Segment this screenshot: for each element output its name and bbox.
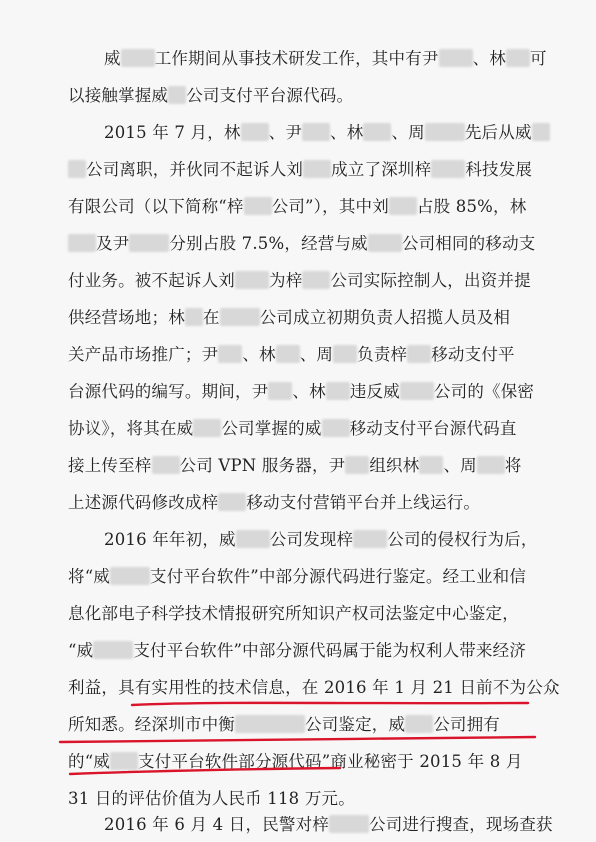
text-fragment: 付业务。被不起诉人刘	[68, 271, 235, 290]
text-fragment: 公司成立初期负责人招揽人员及相	[259, 308, 511, 327]
redaction-block	[353, 530, 387, 548]
redaction-block	[220, 308, 260, 326]
text-line	[68, 789, 538, 809]
text-fragment: 2016 年 6 月 4 日，民警对梓	[104, 815, 330, 834]
text-fragment: 公司掌握的威	[221, 419, 322, 438]
text-fragment: 公司拥有	[433, 715, 501, 734]
text-fragment: 先后从威	[464, 123, 532, 142]
redaction-block	[129, 234, 169, 252]
text-fragment: 、周	[443, 456, 477, 475]
text-fragment: 分别占股 7.5%，经营与威	[169, 234, 368, 253]
text-fragment: 关产品市场推广；尹	[68, 345, 219, 364]
text-fragment: 违反威	[349, 382, 400, 401]
text-fragment: 工作期间从事技术研发工作，其中有尹	[154, 49, 439, 68]
redaction-block	[431, 160, 465, 178]
text-fragment: 公司实际控制人，出资并提	[330, 271, 531, 290]
text-fragment: 公司支付平台源代码。	[186, 86, 354, 105]
text-fragment: “威	[68, 641, 94, 660]
text-fragment: 移动支付营销平台并上线运行。	[246, 493, 481, 512]
text-fragment: 所知悉。经深圳市中衡	[68, 715, 235, 734]
text-line	[104, 815, 553, 835]
text-fragment: 公司离职，并伙同不起诉人刘	[86, 160, 304, 179]
text-fragment: 移动支付平	[431, 345, 515, 364]
redaction-block	[400, 382, 434, 400]
text-fragment: 台源代码的编写。期间，尹	[68, 382, 269, 401]
redaction-block	[389, 197, 417, 215]
text-fragment: 成立了深圳梓	[331, 160, 432, 179]
text-fragment: 接上传至梓	[68, 456, 152, 475]
redaction-block	[218, 345, 242, 363]
text-line	[68, 382, 538, 402]
red-underline-2	[60, 737, 535, 742]
redaction-block	[425, 123, 465, 141]
redaction-block	[268, 382, 292, 400]
text-fragment: 公司 VPN 服务器，尹	[179, 456, 346, 475]
redaction-block	[329, 815, 369, 833]
text-line	[68, 308, 538, 328]
text-line	[68, 419, 538, 439]
text-fragment: 协议》，将其在威	[68, 419, 194, 438]
redaction-block	[477, 456, 505, 474]
redaction-block	[68, 160, 86, 178]
text-fragment: 上述源代码修改成梓	[68, 493, 219, 512]
text-fragment: 将“威	[68, 567, 111, 586]
text-line	[68, 160, 538, 180]
redaction-block	[93, 641, 133, 659]
red-underline-1	[132, 703, 528, 705]
redaction-block	[110, 752, 138, 770]
text-fragment: 利益，具有实用性的技术信息，在 2016 年 1 月 21 日前不为公众	[68, 678, 560, 697]
text-fragment: 有限公司（以下简称“梓	[68, 197, 244, 216]
redaction-block	[333, 345, 357, 363]
text-fragment: 、林	[330, 123, 364, 142]
text-line	[68, 678, 560, 698]
redaction-block	[439, 49, 473, 67]
redaction-block	[419, 456, 443, 474]
text-fragment: 将	[504, 456, 522, 475]
text-fragment: 2015 年 7 月，林	[104, 123, 241, 142]
text-fragment: 支付平台软件”中部分源代码进行鉴定。经工业和信	[150, 567, 527, 586]
text-line	[68, 715, 538, 735]
text-fragment: 以接触掌握威	[68, 86, 169, 105]
redaction-block	[368, 234, 402, 252]
text-fragment: 支付平台软件”中部分源代码属于能为权利人带来经济	[133, 641, 527, 660]
text-fragment: 公司”），其中刘	[271, 197, 389, 216]
text-fragment: 及尹	[96, 234, 130, 253]
text-fragment: 为梓	[269, 271, 303, 290]
redaction-block	[326, 382, 350, 400]
text-line	[68, 567, 538, 587]
text-fragment: 组织林	[369, 456, 420, 475]
redaction-block	[193, 419, 221, 437]
text-line	[68, 86, 538, 106]
text-fragment: 公司的侵权行为后，	[387, 530, 538, 549]
text-fragment: 威	[104, 49, 121, 68]
text-line	[68, 234, 538, 254]
redaction-block	[110, 567, 150, 585]
redaction-block	[235, 715, 305, 733]
text-fragment: 公司发现梓	[269, 530, 354, 549]
text-line	[68, 752, 538, 772]
redaction-block	[236, 530, 270, 548]
text-fragment: 、林	[472, 49, 507, 68]
redaction-block	[152, 456, 180, 474]
text-fragment: 供经营场地；林	[68, 308, 185, 327]
redaction-block	[345, 456, 369, 474]
text-fragment: 科技发展	[465, 160, 533, 179]
redaction-block	[121, 49, 155, 67]
text-fragment: 公司的《保密	[433, 382, 535, 401]
redaction-block	[218, 493, 246, 511]
text-fragment: 支付平台软件部分源代码”商业秘密于 2015 年 8 月	[138, 752, 523, 771]
redaction-block	[235, 271, 269, 289]
redaction-block	[185, 308, 203, 326]
redaction-block	[68, 234, 96, 252]
text-line	[68, 604, 538, 624]
text-fragment: 、林	[242, 345, 276, 364]
text-fragment: 31 日的评估价值为人民币 118 万元。	[68, 789, 355, 808]
text-line	[104, 49, 547, 69]
redaction-block	[241, 123, 269, 141]
redaction-block	[363, 123, 391, 141]
text-fragment: 的“威	[68, 752, 111, 771]
text-fragment: 、林	[292, 382, 326, 401]
redaction-block	[506, 49, 530, 67]
text-line	[68, 493, 538, 513]
redaction-block	[405, 715, 433, 733]
redaction-block	[407, 345, 431, 363]
redaction-block	[276, 345, 300, 363]
text-fragment: 2016 年年初，威	[104, 530, 236, 549]
redaction-block	[302, 123, 330, 141]
text-fragment: 公司相同的移动支	[401, 234, 536, 253]
text-fragment: 占股 85%，林	[416, 197, 527, 216]
text-fragment: 息化部电子科学技术情报研究所知识产权司法鉴定中心鉴定，	[68, 604, 519, 623]
text-fragment: 、周	[299, 345, 334, 364]
text-line	[104, 530, 538, 550]
text-line	[68, 641, 538, 661]
text-fragment: 负责梓	[357, 345, 408, 364]
redaction-block	[303, 160, 331, 178]
text-fragment: 可	[530, 49, 547, 68]
redaction-block	[302, 271, 330, 289]
text-fragment: 公司鉴定，威	[305, 715, 406, 734]
text-line	[68, 271, 538, 291]
text-fragment: 、尹	[268, 123, 303, 142]
text-line	[68, 197, 538, 217]
redaction-block	[322, 419, 350, 437]
text-line	[68, 456, 538, 476]
text-fragment: 公司进行搜查，现场查获	[369, 815, 553, 834]
redaction-block	[168, 86, 186, 104]
redaction-block	[532, 123, 550, 141]
redaction-block	[244, 197, 272, 215]
text-line	[104, 123, 538, 143]
text-fragment: 、周	[391, 123, 425, 142]
text-fragment: 在	[202, 308, 220, 327]
text-fragment: 移动支付平台源代码直	[349, 419, 517, 438]
text-line	[68, 345, 538, 365]
